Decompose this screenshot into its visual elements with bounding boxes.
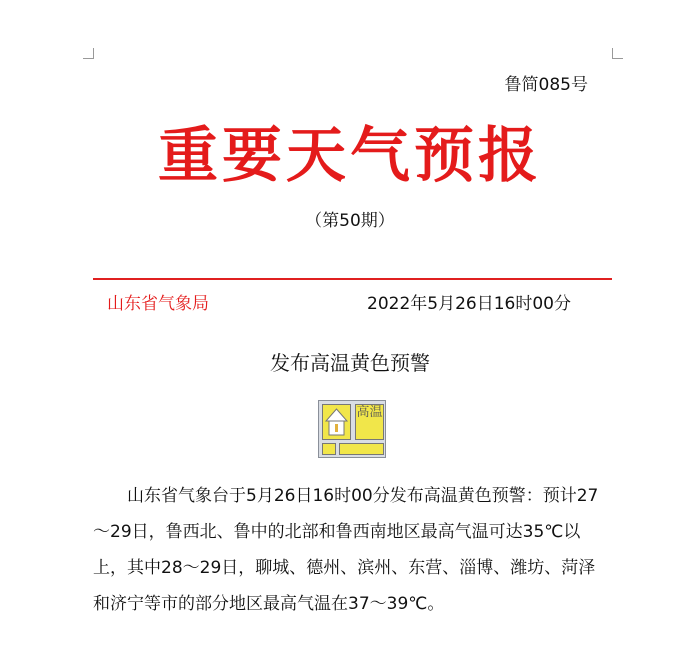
- warning-paragraph: 山东省气象台于5月26日16时00分发布高温黄色预警：预计27～29日，鲁西北、鲁中的北部和鲁西南地区最高气温可达35℃以上，其中28～29日，聊城、德州、滨州、东营、淄博、潍坊、菏泽和济宁等市的部分地区最高气温在37～39℃。: [93, 486, 599, 614]
- high-temperature-yellow-warning-icon: [318, 400, 386, 458]
- document-title: 重要天气预报: [158, 121, 542, 191]
- warning-badge-cell: [322, 443, 336, 455]
- crop-mark-top-right: [612, 48, 623, 59]
- crop-mark-top-left: [83, 48, 94, 59]
- warning-badge-strip: [339, 443, 384, 455]
- warning-subtitle: 发布高温黄色预警: [270, 351, 430, 375]
- issuing-agency: 山东省气象局: [107, 294, 209, 314]
- red-divider: [93, 278, 612, 280]
- issue-number: （第50期）: [305, 211, 395, 231]
- high-temperature-label: 高温: [355, 404, 384, 440]
- thermometer-house-icon: [322, 404, 351, 440]
- issue-datetime: 2022年5月26日16时00分: [367, 294, 571, 314]
- document-number: 鲁简085号: [504, 75, 588, 95]
- warning-body: [93, 478, 611, 622]
